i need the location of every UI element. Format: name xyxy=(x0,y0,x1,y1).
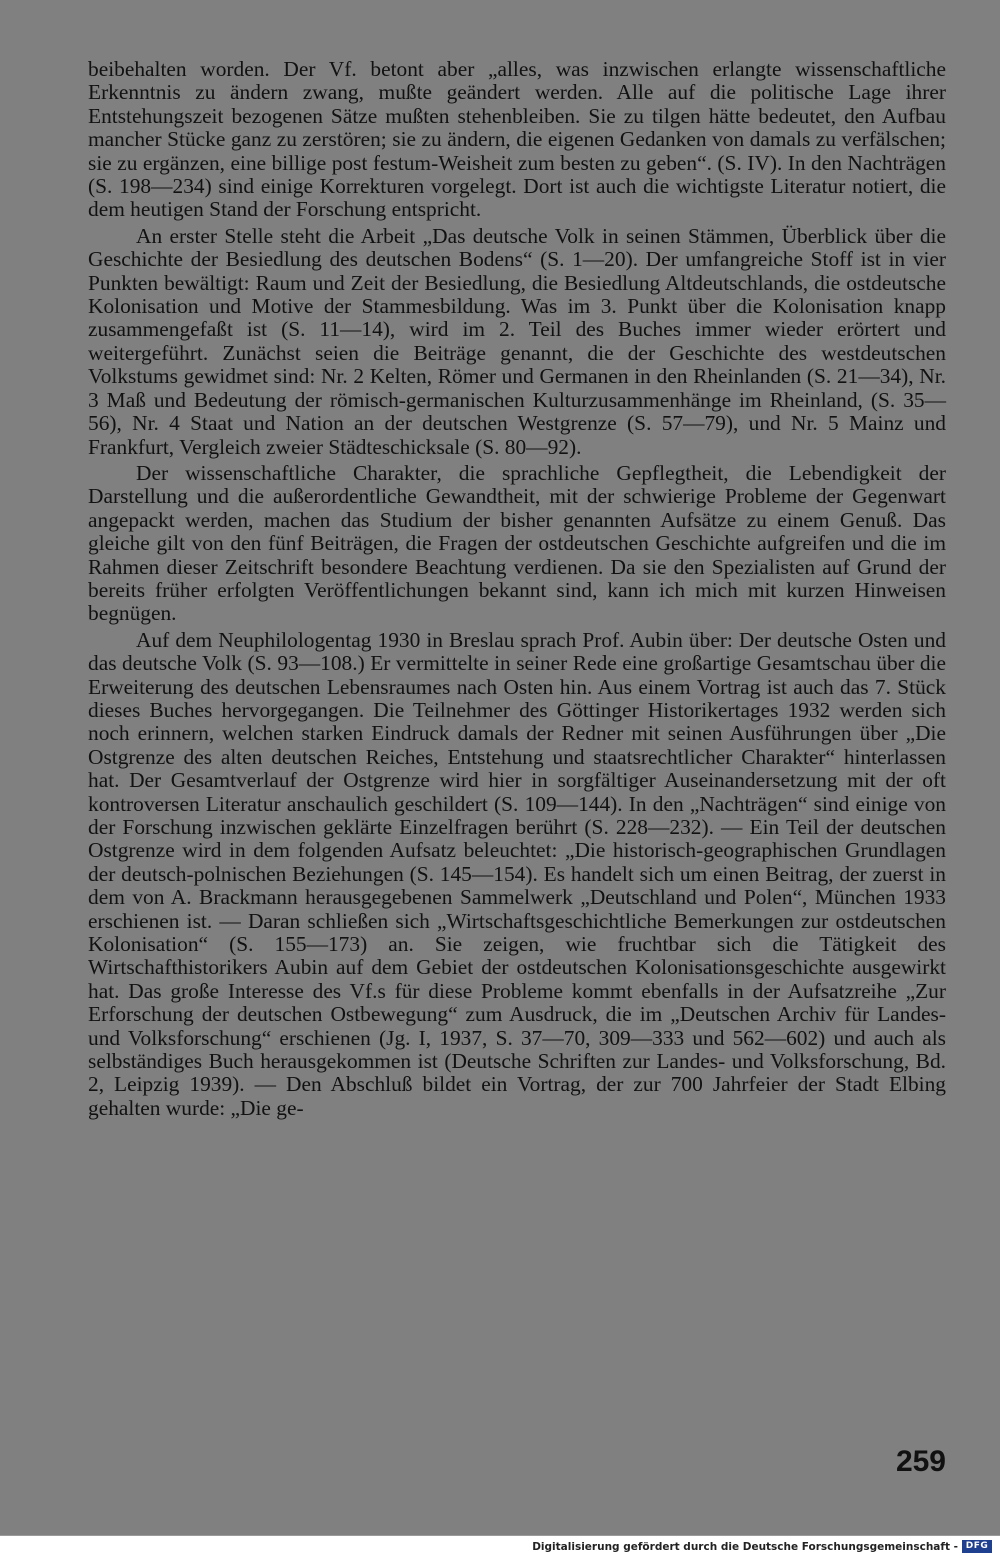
paragraph-4: Auf dem Neuphilologentag 1930 in Breslau sprach Prof. Aubin über: Der deutsche Osten und das deutsche Volk (S. 93—108.) Er vermittelte in seiner Rede eine großartige Gesamtschau über die Erweiterung des deutschen Lebensraumes nach Osten hin. Aus einem Vortrag ist auch das 7. Stück dieses Buches hervorgegangen. Die Teilnehmer des Göttinger Historikertages 1932 werden sich noch erinnern, welchen starken Eindruck damals der Redner mit seinen Ausführungen über „Die Ostgrenze des alten deutschen Reiches, Entstehung und staatsrechtlicher Charakter“ hinterlassen hat. Der Gesamtverlauf der Ostgrenze wird hier in sorgfältiger Auseinandersetzung mit der oft kontroversen Literatur anschaulich geschildert (S. 109—144). In den „Nachträgen“ sind einige von der Forschung inzwischen geklärte Einzelfragen berührt (S. 228—232). — Ein Teil der deutschen Ostgrenze wird in dem folgenden Aufsatz beleuchtet: „Die historisch-geographischen Grundlagen der deutsch-polnischen Beziehungen (S. 145—154). Es handelt sich um einen Beitrag, der zuerst in dem von A. Brackmann herausgegebenen Sammelwerk „Deutschland und Polen“, München 1933 erschienen ist. — Daran schließen sich „Wirtschaftsgeschichtliche Bemerkungen zur ostdeutschen Kolonisation“ (S. 155—173) an. Sie zeigen, wie fruchtbar sich die Tätigkeit des Wirtschafthistorikers Aubin auf dem Gebiet der ostdeutschen Kolonisationsgeschichte ausgewirkt hat. Das große Interesse des Vf.s für diese Probleme kommt ebenfalls in der Aufsatzreihe „Zur Erforschung der deutschen Ostbewegung“ zum Ausdruck, die im „Deutschen Archiv für Landes- und Volksforschung“ erschienen (Jg. I, 1937, S. 37—70, 309—333 und 562—602) und auch als selbständiges Buch herausgekommen ist (Deutsche Schriften zur Landes- und Volksforschung, Bd. 2, Leipzig 1939). — Den Abschluß bildet ein Vortrag, der zur 700 Jahrfeier der Stadt Elbing gehalten wurde: „Die ge- xyxy=(88,627,946,1120)
page-number: 259 xyxy=(895,1445,946,1478)
footer-credit-text: Digitalisierung gefördert durch die Deutsche Forschungsgemeinschaft - xyxy=(532,1541,958,1553)
paragraph-1: beibehalten worden. Der Vf. betont aber „alles, was inzwischen erlangte wissenschaftliche Erkenntnis zu ändern zwang, mußte geändert werden. Alle auf die politische Lage ihrer Entstehungszeit bezogenen Sätze mußten stehenbleiben. Sie zu tilgen hätte bedeutet, den Aufbau mancher Stücke ganz zu zerstören; sie zu ändern, die eigenen Gedanken von damals zu verfälschen; sie zu ergänzen, eine billige post festum-Weisheit zum besten zu geben“. (S. IV). In den Nachträgen (S. 198—234) sind einige Korrekturen vorgelegt. Dort ist auch die wichtigste Literatur notiert, die dem heutigen Stand der Forschung entspricht. xyxy=(88,57,946,222)
dfg-logo: DFG xyxy=(962,1540,992,1553)
body-text xyxy=(88,58,946,1123)
paragraph-3: Der wissenschaftliche Charakter, die sprachliche Gepflegtheit, die Lebendigkeit der Darstellung und die außerordentliche Gewandtheit, mit der schwierige Probleme der Gegenwart angepackt werden, machen das Studium der bisher genannten Aufsätze zu einem Genuß. Das gleiche gilt von den fünf Beiträgen, die Fragen der ostdeutschen Geschichte aufgreifen und die im Rahmen dieser Zeitschrift besondere Beachtung verdienen. Da sie den Spezialisten auf Grund der bereits früher erfolgten Veröffentlichungen bekannt sind, kann ich mich mit kurzen Hinweisen begnügen. xyxy=(88,460,946,626)
paragraph-2: An erster Stelle steht die Arbeit „Das deutsche Volk in seinen Stämmen, Überblick über die Geschichte der Besiedlung des deutschen Bodens“ (S. 1—20). Der umfangreiche Stoff ist in vier Punkten bewältigt: Raum und Zeit der Besiedlung, die Besiedlung Altdeutschlands, die ostdeutsche Kolonisation und Motive der Stammesbildung. Was im 3. Punkt über die Kolonisation knapp zusammengefaßt ist (S. 11—14), wird im 2. Teil des Buches immer wieder erörtert und weitergeführt. Zunächst seien die Beiträge genannt, die der Geschichte des westdeutschen Volkstums gewidmet sind: Nr. 2 Kelten, Römer und Germanen in den Rheinlanden (S. 21—34), Nr. 3 Maß und Bedeutung der römisch-germanischen Kulturzusammenhänge im Rheinland, (S. 35—56), Nr. 4 Staat und Nation an der deutschen Westgrenze (S. 57—79), und Nr. 5 Mainz und Frankfurt, Vergleich zweier Städteschicksale (S. 80—92). xyxy=(88,223,946,459)
digitization-footer xyxy=(0,1535,1000,1558)
